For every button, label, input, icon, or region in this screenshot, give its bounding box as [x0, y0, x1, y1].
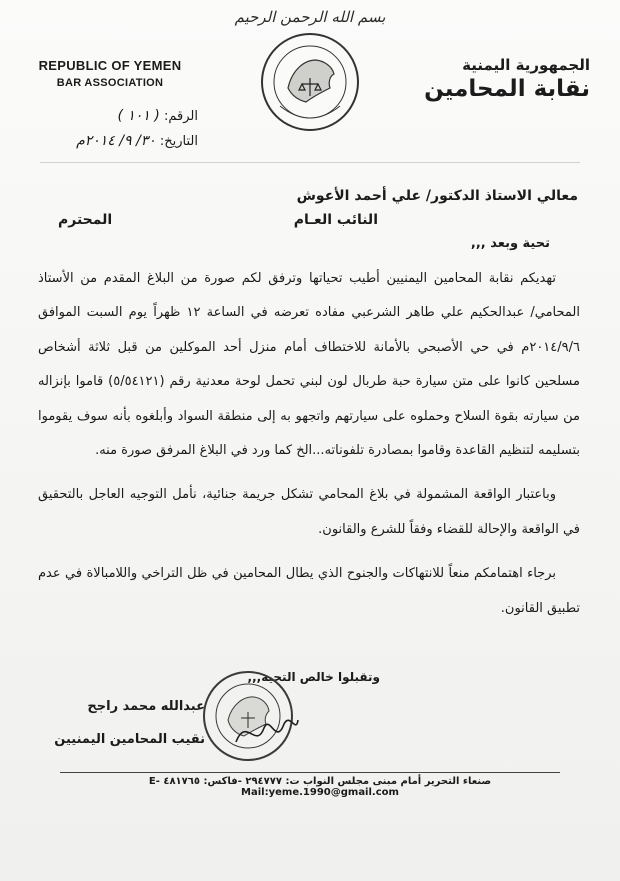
country-name-en: REPUBLIC OF YEMEN — [38, 58, 182, 73]
footer-rule — [60, 772, 560, 773]
addressee-name: معالي الاستاذ الدكتور/ علي أحمد الأعوش — [296, 188, 578, 204]
reference-date-value: ٣٠/ ٩/ ٢٠١٤م — [76, 133, 156, 149]
reference-date-label: التاريخ: — [159, 134, 198, 149]
header-divider — [40, 162, 580, 163]
body-paragraph: برجاء اهتمامكم منعاً للانتهاكات والجنوح الذي يطال المحامين في ظل التراخي واللامبالاة في عدم تطبيق القانون. — [38, 566, 580, 616]
reference-date-row — [28, 129, 198, 154]
bar-association-emblem — [258, 30, 362, 134]
letter-body — [38, 262, 580, 626]
handwritten-signature — [232, 706, 302, 756]
body-paragraph: تهديكم نقابة المحامين اليمنيين أطيب تحياتها وترفق لكم صورة من البلاغ المقدم من الأستاذ المحامي/ عبدالحكيم علي طاهر الشرعبي مفاده تعرضه في الساعة ١٢ ظهراً يوم السبت الموافق ٢٠١٤/٩/٦م في حي الأصبحي بالأمانة للاختطاف أمام منزل أحد الموكلين من قبل ثلاثة أشخاص مسلحين كانوا على متن سيارة حبة طربال لون لبني تحمل لوحة معدنية رقم (٥/٥٤١٢١) قاموا بإنزاله من سيارته بقوة السلاح وحملوه على سيارتهم واتجهو به إلى منطقة السواد وأبلغوه بأنه سوف يقوموا بتسليمه لتنظيم القاعدة وقاموا بمصادرة تلفوناته...الخ كما ورد في البلاغ المرفق صورة منه. — [38, 271, 580, 459]
country-name-ar: الجمهورية اليمنية — [462, 56, 590, 74]
body-paragraph: وباعتبار الواقعة المشمولة في بلاغ المحامي تشكل جريمة جنائية، نأمل التوجيه العاجل بالتحقيق في الواقعة والإحالة للقضاء وفقاً للشرع والقانون. — [38, 487, 580, 537]
footer-contact: صنعاء التحرير أمام مبنى مجلس النواب ت: ٢٩٤٧٧٧ -فاكس: ٤٨١٧٦٥ E-Mail:yeme.1990@gmail.com — [148, 776, 492, 798]
signer-block — [25, 699, 205, 747]
addressee-block — [58, 188, 578, 232]
english-letterhead — [30, 58, 190, 89]
addressee-respect: المحترم — [58, 212, 113, 228]
addressee-title-row — [58, 212, 578, 232]
addressee-title: النائب العـام — [293, 212, 378, 228]
reference-number-label: الرقم: — [164, 109, 198, 124]
arabic-letterhead — [410, 56, 590, 102]
signer-name: عبدالله محمد راجح — [87, 699, 205, 714]
reference-block — [28, 104, 198, 154]
reference-number-row — [28, 104, 198, 129]
reference-number-value: ( ١٠١ ) — [117, 108, 160, 124]
signer-role: نقيب المحامين اليمنيين — [54, 732, 205, 747]
closing-salutation: وتقبلوا خالص التحية,,, — [247, 670, 380, 684]
association-name-ar: نقابة المحامين — [424, 76, 590, 102]
greeting: تحية وبعد ,,, — [470, 236, 550, 251]
association-name-en: BAR ASSOCIATION — [56, 77, 164, 89]
bismillah-calligraphy: بسم الله الرحمن الرحيم — [234, 8, 386, 26]
